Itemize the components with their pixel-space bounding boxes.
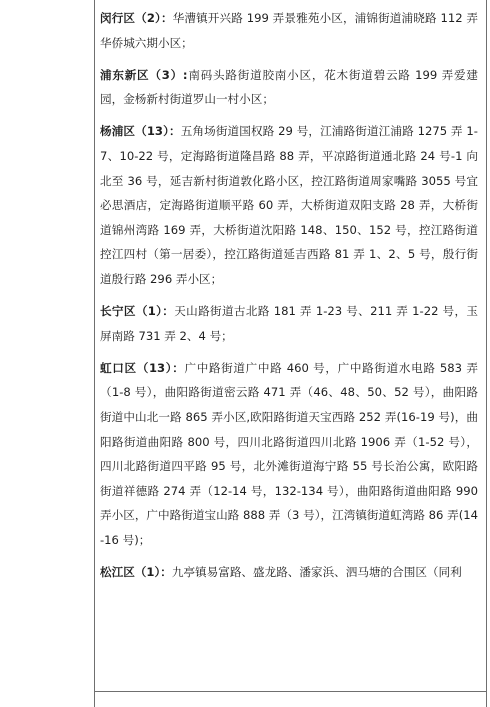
table-border-left [94, 0, 95, 707]
district-entry-minhang [100, 6, 478, 55]
district-locations: 华漕镇开兴路 199 弄景雅苑小区，浦锦街道浦晓路 112 弄华侨城六期小区； [100, 11, 478, 50]
district-count: （13）： [136, 360, 185, 375]
table-border-right [486, 0, 487, 707]
district-locations: 五角场街道国权路 29 号，江浦路街道江浦路 1275 弄 1-7、10-22 号，定海路街道隆昌路 88 弄，平凉路街道通北路 24 号-1 向北至 36 号，延吉新村街道敦化路小区，控江路街道周家嘴路 3055 号宜必思酒店，定海路街道顺平路 60 弄，大桥街道双阳支路 28 弄，大桥街道锦州湾路 169 弄，大桥街道沈阳路 148、150、152 号，控江路街道控江四村（第一居委），控江路街道延吉西路 81 弄 1、2、5 号，殷行街道殷行路 296 弄小区； [100, 124, 478, 286]
district-locations: 南码头路街道胶南小区，花木街道碧云路 199 弄爱建园，金杨新村街道罗山一村小区； [100, 67, 478, 107]
district-name: 浦东新区 [100, 67, 150, 82]
table-left-column [0, 0, 94, 707]
district-name: 松江区 [100, 564, 135, 579]
district-count: （3）: [149, 67, 188, 82]
district-count: （1）： [135, 304, 175, 319]
district-locations: 九亭镇易富路、盛龙路、潘家浜、泗马塘的合围区（同利 [171, 564, 462, 579]
table-row-divider [94, 691, 487, 692]
district-name: 闵行区 [100, 11, 136, 25]
district-locations: 天山路街道古北路 181 弄 1-23 号、211 弄 1-22 号，玉屏南路 731 弄 2、4 号； [100, 304, 478, 343]
district-name: 虹口区 [100, 360, 137, 375]
district-entry-pudong [100, 63, 478, 112]
district-locations: 广中路街道广中路 460 号，广中路街道水电路 583 弄（1-8 号），曲阳路街道密云路 471 弄（46、48、50、52 号），曲阳路街道中山北一路 865 弄小区,欧阳路街道天宝西路 252 弄(16-19 号)，曲阳路街道曲阳路 800 号，四川北路街道四川北路 1906 弄（1-52 号），四川北路街道四平路 95 号，北外滩街道海宁路 55 号长治公寓，欧阳路街道祥德路 274 弄（12-14 号，132-134 号），曲阳路街道曲阳路 990 弄小区，广中路街道宝山路 888 弄（3 号），江湾镇街道虹湾路 86 弄(14-16 号)； [100, 360, 478, 547]
district-entry-songjiang [100, 560, 478, 585]
district-count: （1）： [134, 564, 172, 579]
district-name: 杨浦区 [100, 124, 136, 139]
district-entry-yangpu [100, 119, 478, 291]
district-entry-changning [100, 299, 478, 348]
district-count: （13）： [135, 124, 181, 139]
district-count: （2）： [135, 11, 173, 25]
table-content-cell [100, 6, 478, 592]
district-name: 长宁区 [100, 304, 136, 319]
district-entry-hongkou [100, 356, 478, 553]
